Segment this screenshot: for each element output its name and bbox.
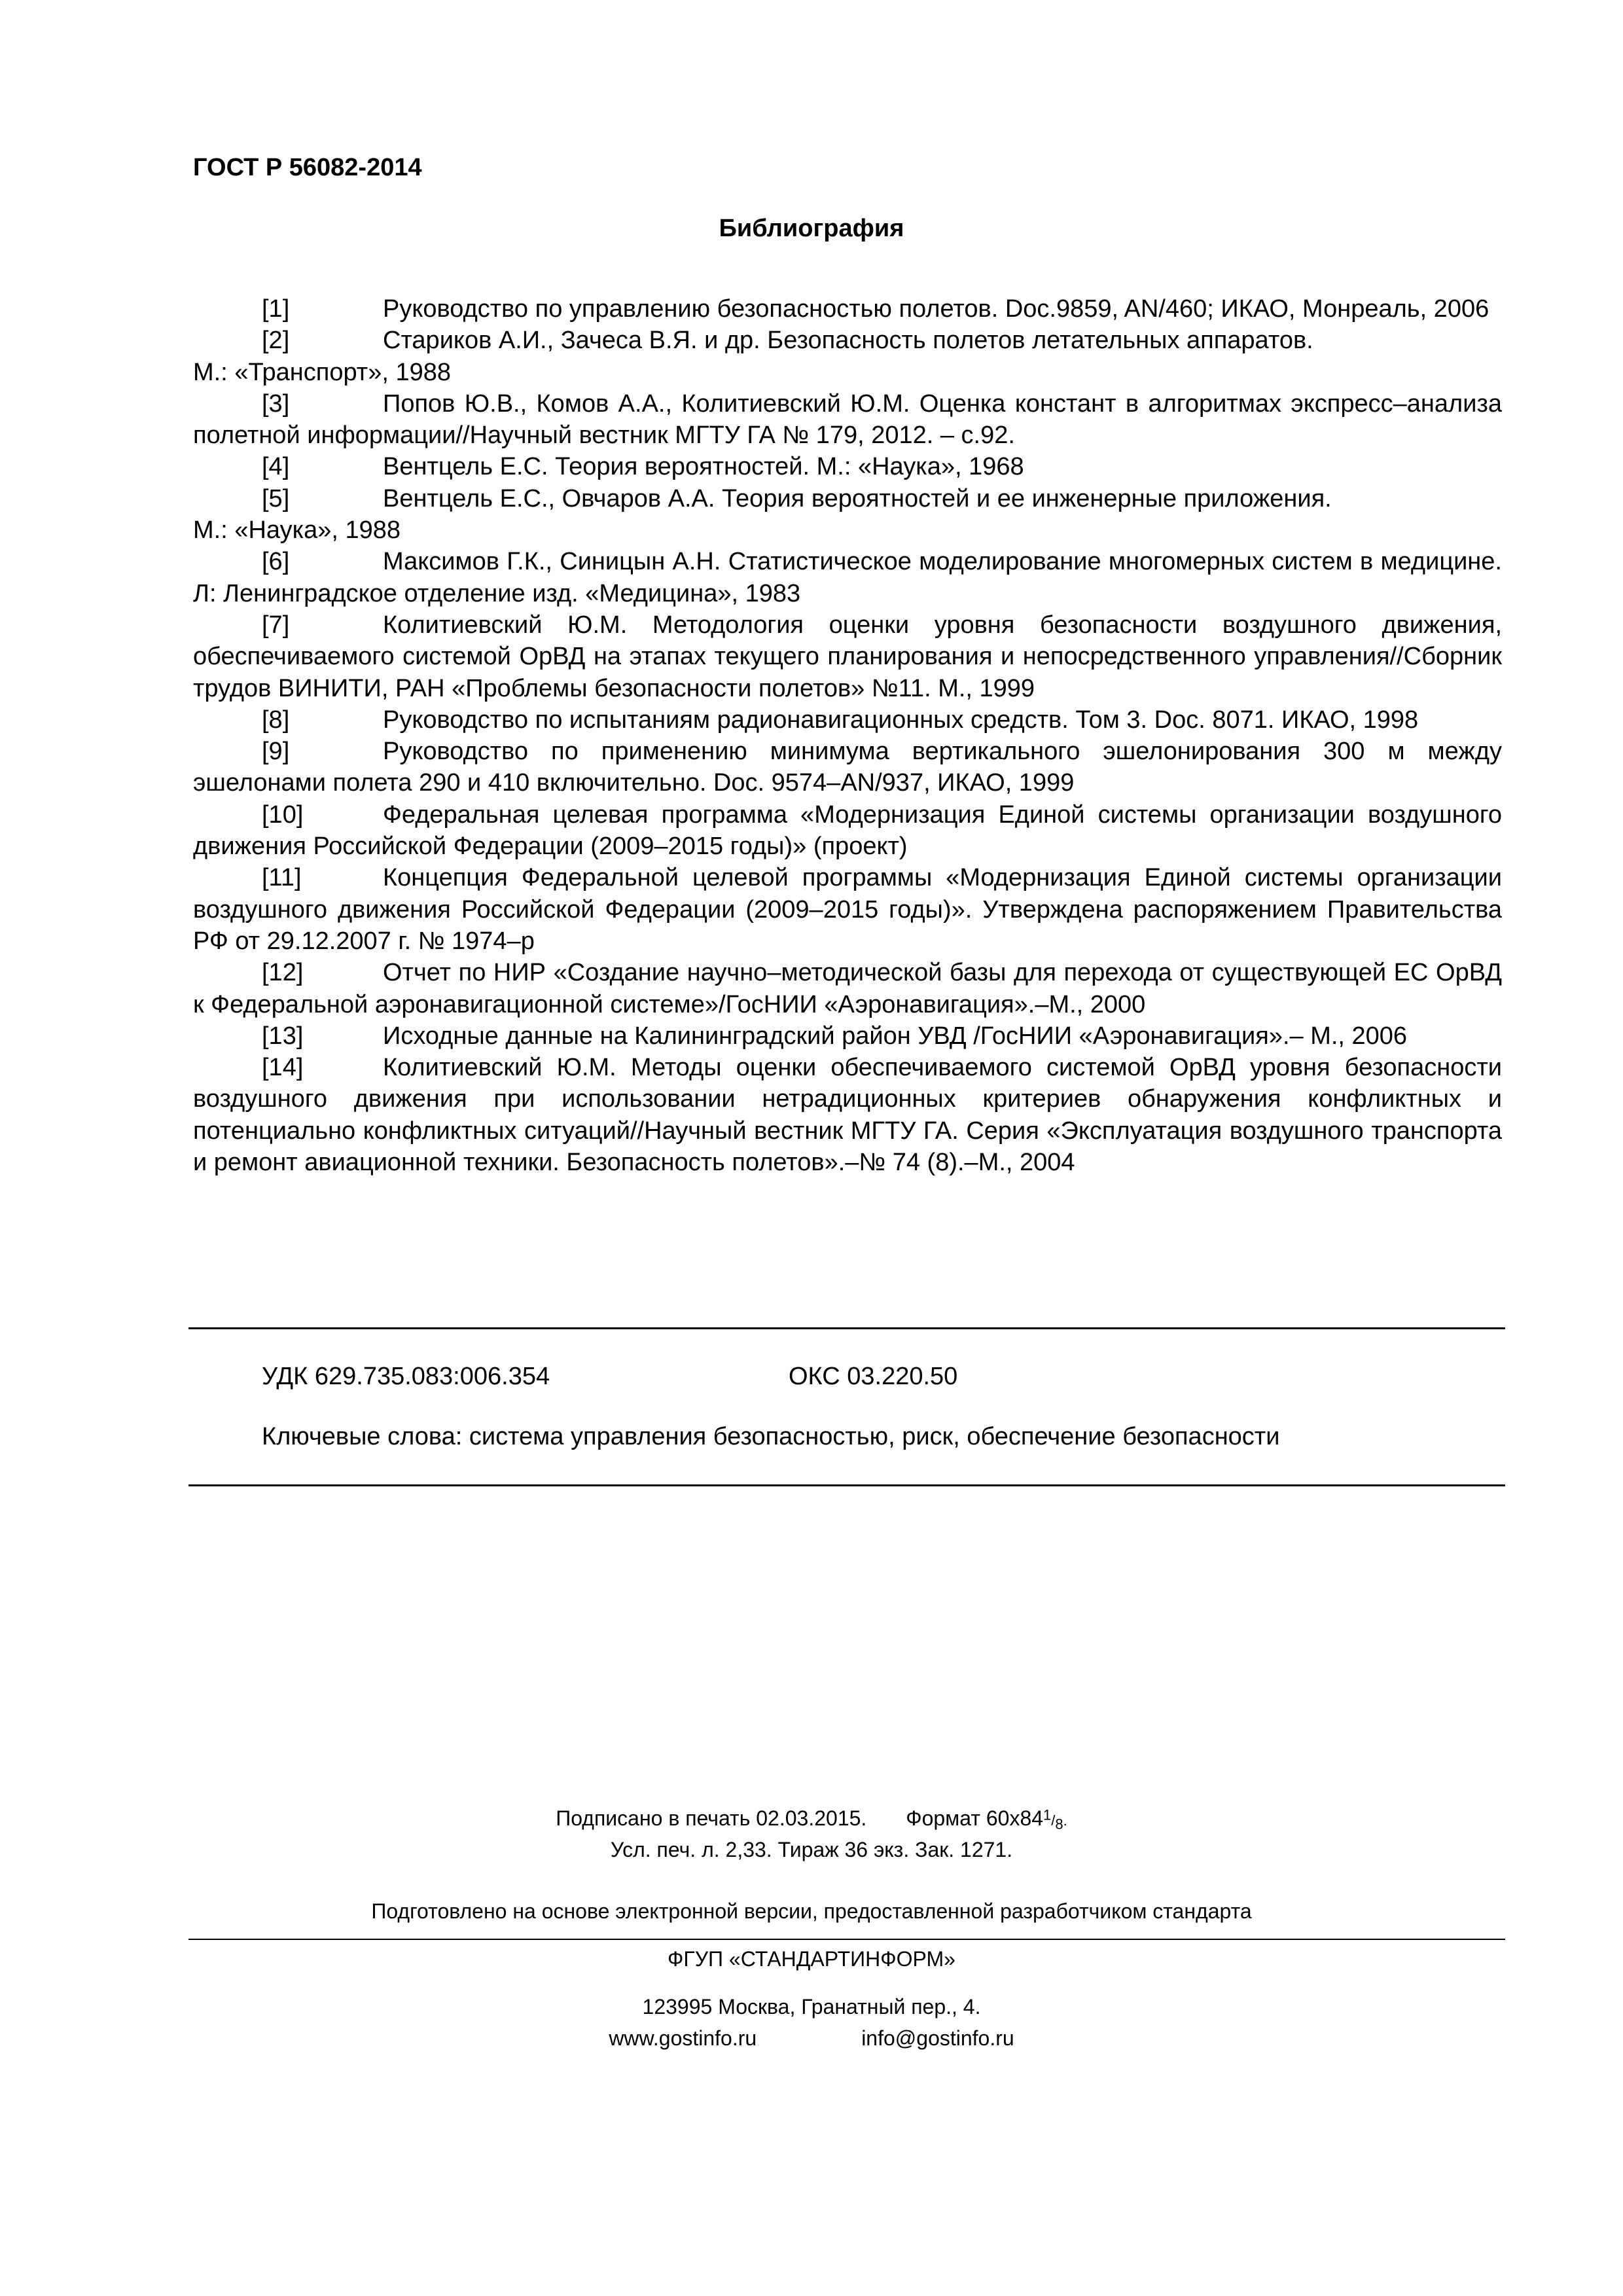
reference-text-continued: М.: «Транспорт», 1988 <box>193 358 451 386</box>
reference-item <box>193 862 1502 957</box>
signed-date: Подписано в печать 02.03.2015. <box>556 1806 867 1830</box>
reference-number: [7] <box>262 611 290 639</box>
prepared-note: Подготовлено на основе электронной версии, предоставленной разработчиком стандарта <box>371 1899 1252 1923</box>
print-info: Усл. печ. л. 2,33. Тираж 36 экз. Зак. 1271. <box>610 1838 1013 1861</box>
reference-item <box>193 293 1502 325</box>
reference-number: [10] <box>262 800 304 829</box>
reference-text: Исходные данные на Калининградский район УВД /ГосНИИ «Аэронавигация».– М., 2006 <box>383 1022 1408 1050</box>
reference-number: [14] <box>262 1054 304 1082</box>
publisher-address: 123995 Москва, Гранатный пер., 4. <box>642 1995 981 2018</box>
reference-number: [11] <box>262 864 302 892</box>
format-fraction: $^1/_8$ <box>1043 1806 1063 1833</box>
reference-item <box>193 609 1502 704</box>
reference-text: Максимов Г.К., Синицын А.Н. Статистическое моделирование многомерных систем в медицине. Л: Ленинградское отделение изд. «Медицина», 1983 <box>193 548 1502 607</box>
reference-text: Вентцель Е.С., Овчаров А.А. Теория вероятностей и ее инженерные приложения. <box>383 484 1332 512</box>
publisher-name: ФГУП «СТАНДАРТИНФОРМ» <box>668 1947 955 1971</box>
reference-number: [4] <box>262 453 290 481</box>
reference-item <box>193 388 1502 452</box>
reference-number: [12] <box>262 959 304 987</box>
reference-text: Колитиевский Ю.М. Методы оценки обеспечиваемого системой ОрВД уровня безопасности воздушного движения при использовании нетрадиционных критериев обнаружения конфликтных и потенциально конфликтных ситуаций//Научный вестник МГТУ ГА. Серия «Эксплуатация воздушного транспорта и ремонт авиационной техники. Безопасность полетов».–№ 74 (8).–М., 2004 <box>193 1054 1502 1177</box>
reference-number: [3] <box>262 389 290 418</box>
reference-number: [9] <box>262 738 290 766</box>
reference-item <box>193 483 1502 547</box>
divider-top <box>188 1327 1505 1329</box>
reference-text-continued: М.: «Наука», 1988 <box>193 516 401 545</box>
reference-text: Руководство по применению минимума вертикального эшелонирования 300 м между эшелонами полета 290 и 410 включительно. Doc. 9574–AN/937, ИКАО, 1999 <box>193 738 1502 797</box>
reference-item <box>193 799 1502 863</box>
format-tail: . <box>1063 1812 1067 1829</box>
reference-item <box>193 451 1502 482</box>
reference-text: Федеральная целевая программа «Модернизация Единой системы организации воздушного движения Российской Федерации (2009–2015 годы)» (проект) <box>193 800 1502 861</box>
publisher-contacts <box>0 2026 1623 2051</box>
standard-code: ГОСТ Р 56082-2014 <box>193 154 422 181</box>
reference-item <box>193 325 1502 388</box>
reference-item <box>193 1052 1502 1178</box>
reference-text: Концепция Федеральной целевой программы «Модернизация Единой системы организации воздушного движения Российской Федерации (2009–2015 годы)». Утверждена распоряжением Правительства РФ от 29.12.2007 г. № 1974–р <box>193 864 1502 955</box>
imprint-signed-line <box>0 1806 1623 1833</box>
format-denominator: 8 <box>1055 1816 1063 1833</box>
udk-code: УДК 629.735.083:006.354 <box>262 1363 550 1390</box>
reference-text: Вентцель Е.С. Теория вероятностей. М.: «Наука», 1968 <box>383 453 1024 481</box>
reference-item <box>193 704 1502 736</box>
keywords: Ключевые слова: система управления безопасностью, риск, обеспечение безопасности <box>262 1423 1280 1450</box>
divider-imprint <box>188 1939 1505 1940</box>
reference-text: Попов Ю.В., Комов А.А., Колитиевский Ю.М. Оценка констант в алгоритмах экспресс–анализа полетной информации//Научный вестник МГТУ ГА № 179, 2012. – с.92. <box>193 389 1502 450</box>
divider-bottom <box>188 1484 1505 1486</box>
email-link[interactable]: info@gostinfo.ru <box>861 2026 1014 2050</box>
reference-number: [2] <box>262 327 290 355</box>
reference-number: [1] <box>262 295 290 323</box>
reference-number: [6] <box>262 548 290 576</box>
website-link[interactable]: www.gostinfo.ru <box>609 2026 757 2050</box>
reference-list <box>193 293 1502 1178</box>
bibliography-title: Библиография <box>719 215 904 242</box>
reference-text: Стариков А.И., Зачеса В.Я. и др. Безопасность полетов летательных аппаратов. <box>383 327 1313 355</box>
reference-item <box>193 957 1502 1020</box>
oks-code: ОКС 03.220.50 <box>789 1363 958 1390</box>
reference-number: [13] <box>262 1022 304 1050</box>
reference-item <box>193 1020 1502 1052</box>
reference-text: Отчет по НИР «Создание научно–методической базы для перехода от существующей ЕС ОрВД к Федеральной аэронавигационной системе»/ГосНИИ «Аэронавигация».–М., 2000 <box>193 959 1502 1018</box>
reference-number: [8] <box>262 706 290 734</box>
reference-text: Колитиевский Ю.М. Методология оценки уровня безопасности воздушного движения, обеспечиваемого системой ОрВД на этапах текущего планирования и непосредственного управления//Сборник трудов ВИНИТИ, РАН «Проблемы безопасности полетов» №11. М., 1999 <box>193 611 1502 702</box>
reference-item <box>193 736 1502 799</box>
reference-number: [5] <box>262 484 290 512</box>
reference-item <box>193 546 1502 609</box>
reference-text: Руководство по управлению безопасностью полетов. Doc.9859, AN/460; ИКАО, Монреаль, 2006 <box>383 295 1489 323</box>
print-format: Формат 60х84 <box>906 1806 1044 1830</box>
format-numerator: 1 <box>1043 1806 1052 1823</box>
reference-text: Руководство по испытаниям радионавигационных средств. Том 3. Doc. 8071. ИКАО, 1998 <box>383 706 1419 734</box>
